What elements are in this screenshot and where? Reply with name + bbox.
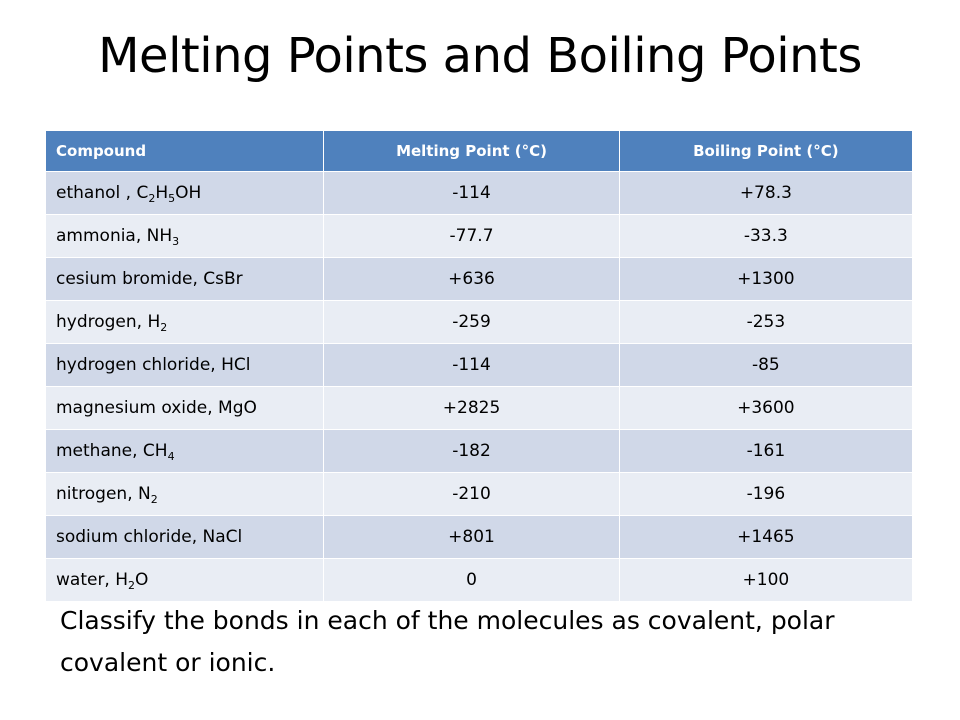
formula-element: O bbox=[135, 570, 149, 590]
compound-cell bbox=[46, 430, 324, 473]
formula-element: H bbox=[147, 312, 161, 332]
formula-element: NaCl bbox=[202, 527, 243, 547]
table-row bbox=[46, 344, 912, 387]
compound-name: sodium chloride, bbox=[56, 527, 203, 547]
chemical-formula bbox=[115, 570, 148, 590]
formula-element: CH bbox=[142, 441, 168, 461]
compound-cell bbox=[46, 473, 324, 516]
melting-point-cell: +801 bbox=[324, 516, 619, 559]
compound-name: hydrogen chloride, bbox=[56, 355, 222, 375]
chemical-formula bbox=[147, 226, 180, 246]
compound-name: water, bbox=[56, 570, 116, 590]
melting-point-cell: -182 bbox=[324, 430, 619, 473]
compound-name: ethanol , bbox=[56, 183, 137, 203]
melting-point-cell: -114 bbox=[324, 344, 619, 387]
chemical-formula bbox=[136, 183, 201, 203]
melting-point-cell: -210 bbox=[324, 473, 619, 516]
chemical-formula bbox=[218, 398, 257, 418]
melting-point-cell: -77.7 bbox=[324, 215, 619, 258]
melting-point-cell: +636 bbox=[324, 258, 619, 301]
compound-name: nitrogen, bbox=[56, 484, 139, 504]
table-row bbox=[46, 172, 912, 215]
melting-boiling-table bbox=[46, 131, 912, 601]
melting-point-cell: 0 bbox=[324, 559, 619, 602]
boiling-point-cell: -196 bbox=[619, 473, 912, 516]
formula-element: OH bbox=[175, 183, 202, 203]
boiling-point-cell: -161 bbox=[619, 430, 912, 473]
compound-name: magnesium oxide, bbox=[56, 398, 219, 418]
formula-subscript: 2 bbox=[148, 192, 156, 205]
formula-subscript: 2 bbox=[150, 493, 158, 506]
boiling-point-cell: +3600 bbox=[619, 387, 912, 430]
compound-cell bbox=[46, 559, 324, 602]
compound-cell bbox=[46, 172, 324, 215]
boiling-point-cell: +1465 bbox=[619, 516, 912, 559]
boiling-point-cell: +100 bbox=[619, 559, 912, 602]
boiling-point-cell: +1300 bbox=[619, 258, 912, 301]
compound-cell bbox=[46, 516, 324, 559]
melting-point-cell: +2825 bbox=[324, 387, 619, 430]
formula-element: N bbox=[138, 484, 151, 504]
chemical-formula bbox=[221, 355, 250, 375]
compound-name: methane, bbox=[56, 441, 143, 461]
formula-element: HCl bbox=[221, 355, 251, 375]
compound-cell bbox=[46, 344, 324, 387]
melting-point-cell: -259 bbox=[324, 301, 619, 344]
formula-element: C bbox=[136, 183, 149, 203]
table-header-row bbox=[46, 131, 912, 172]
header-melting-point: Melting Point (°C) bbox=[324, 131, 619, 172]
compound-cell bbox=[46, 301, 324, 344]
boiling-point-cell: -253 bbox=[619, 301, 912, 344]
formula-element: NH bbox=[146, 226, 173, 246]
table-row bbox=[46, 559, 912, 602]
table-row bbox=[46, 301, 912, 344]
boiling-point-cell: -85 bbox=[619, 344, 912, 387]
chemical-formula bbox=[138, 484, 158, 504]
boiling-point-cell: -33.3 bbox=[619, 215, 912, 258]
compound-name: cesium bromide, bbox=[56, 269, 204, 289]
compound-cell bbox=[46, 258, 324, 301]
table-row bbox=[46, 516, 912, 559]
table-row bbox=[46, 258, 912, 301]
chemical-formula bbox=[147, 312, 167, 332]
formula-element: CsBr bbox=[203, 269, 243, 289]
compound-cell bbox=[46, 215, 324, 258]
table-row bbox=[46, 215, 912, 258]
compound-cell bbox=[46, 387, 324, 430]
formula-subscript: 2 bbox=[128, 579, 136, 592]
formula-subscript: 4 bbox=[167, 450, 175, 463]
formula-element: H bbox=[115, 570, 129, 590]
compound-name: hydrogen, bbox=[56, 312, 148, 332]
table-row bbox=[46, 430, 912, 473]
chemical-formula bbox=[203, 269, 242, 289]
formula-element: MgO bbox=[218, 398, 257, 418]
question-prompt: Classify the bonds in each of the molecules as covalent, polar covalent or ionic. bbox=[60, 606, 835, 677]
table-row bbox=[46, 473, 912, 516]
formula-subscript: 5 bbox=[168, 192, 176, 205]
formula-subscript: 3 bbox=[172, 235, 180, 248]
compound-name: ammonia, bbox=[56, 226, 147, 246]
chemical-formula bbox=[143, 441, 175, 461]
slide-title: Melting Points and Boiling Points bbox=[98, 28, 862, 84]
formula-subscript: 2 bbox=[160, 321, 168, 334]
chemical-formula bbox=[203, 527, 243, 547]
formula-element: H bbox=[155, 183, 169, 203]
melting-point-cell: -114 bbox=[324, 172, 619, 215]
header-compound: Compound bbox=[46, 131, 324, 172]
table-row bbox=[46, 387, 912, 430]
boiling-point-cell: +78.3 bbox=[619, 172, 912, 215]
header-boiling-point: Boiling Point (°C) bbox=[619, 131, 912, 172]
